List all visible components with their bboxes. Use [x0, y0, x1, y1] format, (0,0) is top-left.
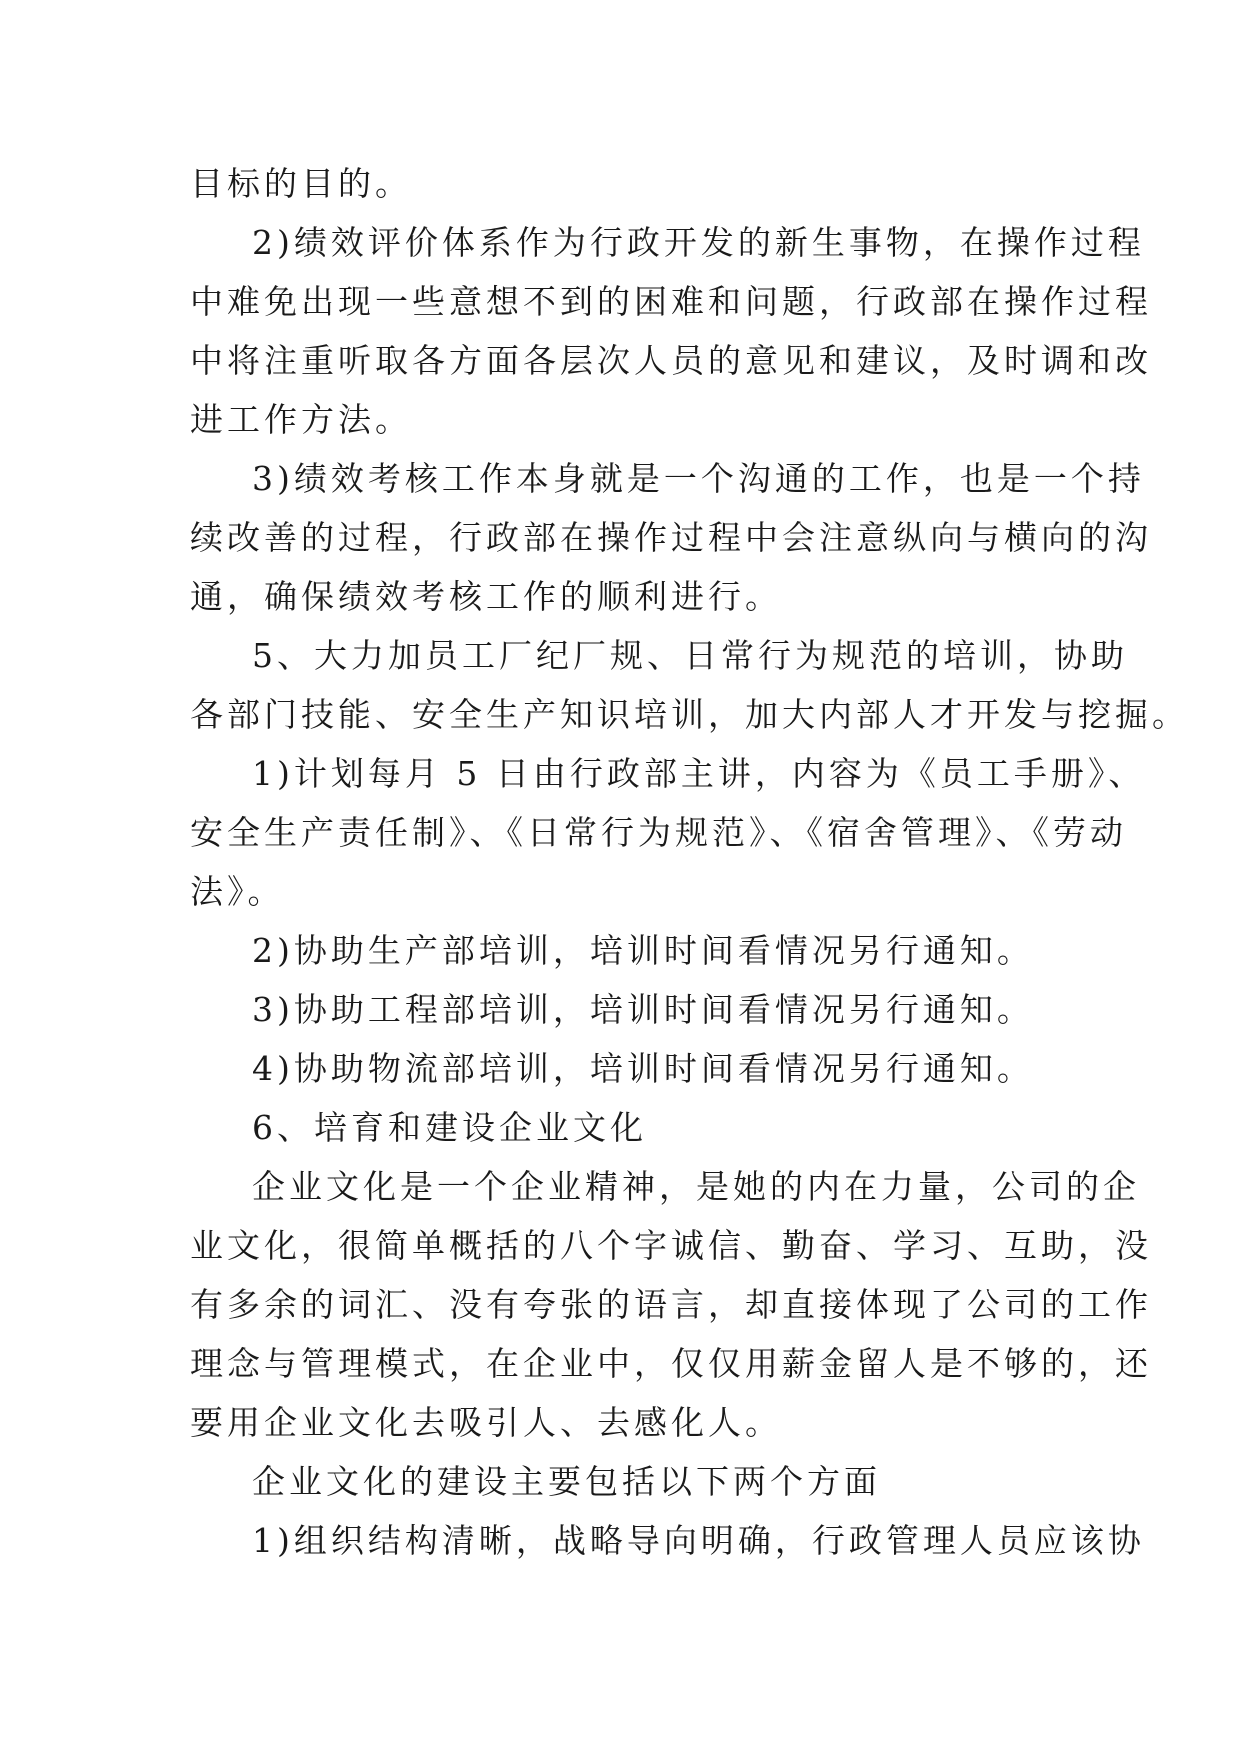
text-line: 2)协助生产部培训，培训时间看情况另行通知。 — [252, 931, 1034, 970]
text-line: 企业文化是一个企业精神，是她的内在力量，公司的企 — [252, 1167, 1140, 1206]
text-line: 5、大力加员工厂纪厂规、日常行为规范的培训，协助 — [252, 636, 1128, 675]
text-line: 业文化，很简单概括的八个字诚信、勤奋、学习、互助，没 — [190, 1226, 1152, 1265]
text-line: 1)组织结构清晰，战略导向明确，行政管理人员应该协 — [252, 1521, 1145, 1560]
text-line: 中将注重听取各方面各层次人员的意见和建议，及时调和改 — [190, 341, 1152, 380]
text-line: 3)绩效考核工作本身就是一个沟通的工作，也是一个持 — [252, 459, 1145, 498]
text-line: 目标的目的。 — [190, 164, 412, 203]
text-line: 1)计划每月 5 日由行政部主讲，内容为《员工手册》、 — [252, 754, 1146, 793]
text-line: 进工作方法。 — [190, 400, 412, 439]
text-line: 中难免出现一些意想不到的困难和问题，行政部在操作过程 — [190, 282, 1152, 321]
text-line: 续改善的过程，行政部在操作过程中会注意纵向与横向的沟 — [190, 518, 1152, 557]
text-line: 有多余的词汇、没有夸张的语言，却直接体现了公司的工作 — [190, 1285, 1152, 1324]
section-heading: 6、培育和建设企业文化 — [252, 1108, 647, 1147]
text-line: 要用企业文化去吸引人、去感化人。 — [190, 1403, 782, 1442]
text-line: 安全生产责任制》、《日常行为规范》、《宿舍管理》、《劳动 — [190, 813, 1127, 852]
text-line: 通，确保绩效考核工作的顺利进行。 — [190, 577, 782, 616]
text-line: 企业文化的建设主要包括以下两个方面 — [252, 1462, 881, 1501]
text-line: 2)绩效评价体系作为行政开发的新生事物，在操作过程 — [252, 223, 1145, 262]
text-line: 各部门技能、安全生产知识培训，加大内部人才开发与挖掘。 — [190, 695, 1189, 734]
text-line: 3)协助工程部培训，培训时间看情况另行通知。 — [252, 990, 1034, 1029]
text-line: 法》。 — [190, 872, 285, 911]
text-line: 理念与管理模式，在企业中，仅仅用薪金留人是不够的，还 — [190, 1344, 1152, 1383]
text-line: 4)协助物流部培训，培训时间看情况另行通知。 — [252, 1049, 1034, 1088]
document-body — [190, 154, 1189, 1570]
